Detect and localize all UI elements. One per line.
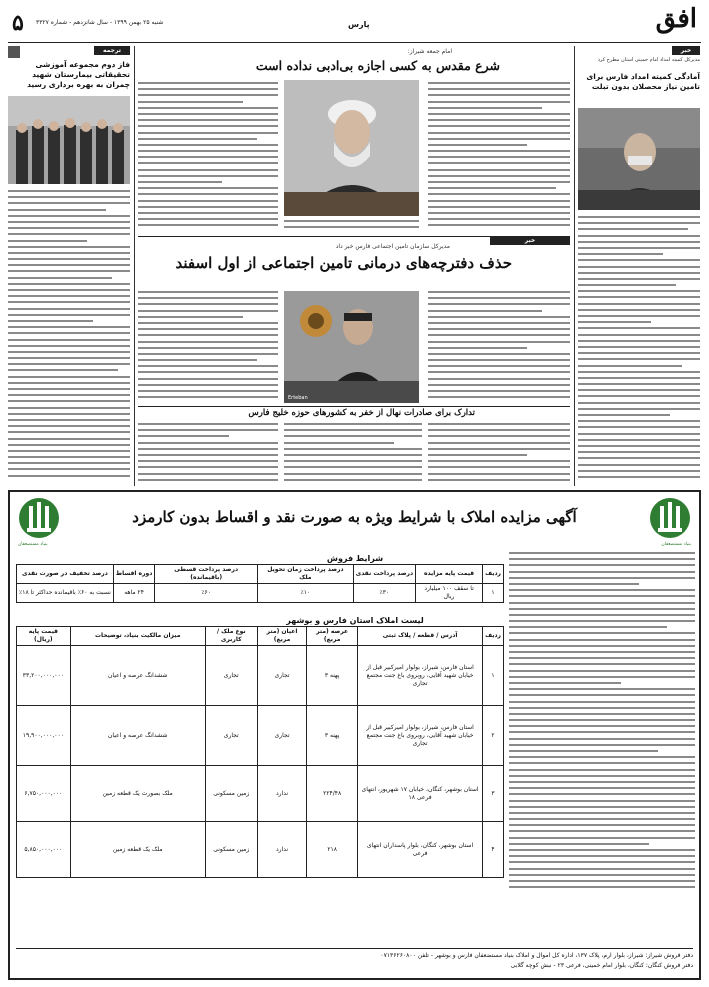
prop-cell: استان بوشهر، کنگان، خیابان ۱۷ شهریور، انتهای فرعی ۱۸	[358, 766, 483, 822]
top-story-kicker: امام جمعه شیراز:	[407, 48, 452, 55]
main-story-headline: حذف دفترچه‌های درمانی تامین اجتماعی از اول اسفند	[175, 254, 512, 272]
prop-cell: ۶,۷۵۰,۰۰۰,۰۰۰	[17, 766, 71, 822]
properties-table	[16, 626, 504, 878]
sale-cell: تا سقف ۱۰۰ میلیارد ریال	[416, 584, 483, 603]
top-story-col-right	[428, 82, 570, 232]
left-column-tag: ترجمه	[94, 46, 130, 55]
foundation-logo-left-icon	[16, 496, 62, 546]
sale-cell: ٪۶۰	[155, 584, 258, 603]
prop-cell: ۳۳,۲۰۰,۰۰۰,۰۰۰	[17, 646, 71, 706]
prop-cell: استان فارس، شیراز، بولوار امیرکبیر قبل از خیابان شهید آقایی، روبروی باغ جنت مجتمع تجاری	[358, 706, 483, 766]
property-row	[17, 646, 504, 706]
prop-cell: ۲۱۸	[307, 822, 358, 878]
column-rule-right	[574, 46, 575, 486]
sale-header-cell: درصد پرداخت نقدی	[353, 565, 415, 584]
prop-cell: پهنه ۳	[307, 646, 358, 706]
prop-cell: استان فارس، شیراز، بولوار امیرکبیر قبل از خیابان شهید آقایی، روبروی باغ جنت مجتمع تجاری	[358, 646, 483, 706]
prop-cell: ششدانگ عرصه و اعیان	[70, 706, 205, 766]
prop-cell: ۱	[483, 646, 504, 706]
left-column-body	[8, 190, 130, 484]
prop-cell: ملک یک قطعه زمین	[70, 822, 205, 878]
props-header-cell: اعیان (متر مربع)	[257, 627, 306, 646]
sale-header-cell: درصد پرداخت زمان تحویل ملک	[258, 565, 354, 584]
official-image	[284, 291, 419, 403]
props-header-cell: نوع ملک / کاربری	[205, 627, 257, 646]
sale-cell: ۱	[483, 584, 504, 603]
properties-title: لیست املاک استان فارس و بوشهر	[286, 616, 424, 625]
official-photo	[284, 291, 419, 403]
prop-cell: ۳	[483, 766, 504, 822]
main-story-kicker: مدیرکل سازمان تامین اجتماعی فارس خبر داد	[335, 243, 450, 250]
prop-cell: پهنه ۳	[307, 706, 358, 766]
ad-footer-kangan: دفتر فروش کنگان: کنگان، بلوار امام خمینی، فرعی ۲۳ - نبش کوچه گلابی	[510, 962, 693, 969]
props-header-cell: میزان مالکیت بنیاد، توضیحات	[70, 627, 205, 646]
logo-stamp	[8, 46, 20, 58]
main-story-tag: خبر	[490, 236, 570, 245]
top-story-headline: شرع مقدس به کسی اجازه بی‌ادبی نداده است	[255, 58, 500, 73]
sub-story-col-1	[428, 423, 570, 487]
property-row	[17, 822, 504, 878]
section-name: پارس	[348, 20, 370, 29]
prop-cell: ۵,۸۵۰,۰۰۰,۰۰۰	[17, 822, 71, 878]
top-story	[138, 46, 570, 234]
prop-cell: ندارد	[257, 766, 306, 822]
property-row	[17, 706, 504, 766]
prop-cell: ندارد	[257, 822, 306, 878]
hospital-ceremony-photo	[8, 96, 130, 184]
prop-cell: ۱۹,۹۰۰,۰۰۰,۰۰۰	[17, 706, 71, 766]
ad-title: آگهی مزایده املاک با شرایط ویژه به صورت نقد و اقساط بدون کارمزد	[132, 508, 577, 526]
hospital-ceremony-image	[8, 96, 130, 184]
sub-story-col-3	[138, 423, 278, 487]
sale-header-cell: درصد تخفیف در صورت نقدی	[17, 565, 114, 584]
prop-cell: زمین مسکونی	[205, 822, 257, 878]
top-story-col-left	[138, 82, 278, 232]
prop-cell: ملک بصورت یک قطعه زمین	[70, 766, 205, 822]
sale-terms-header-row	[17, 565, 504, 584]
top-story-under-photo	[284, 220, 419, 234]
left-column	[8, 46, 130, 486]
right-column-body	[578, 216, 700, 484]
auction-ad	[8, 490, 701, 980]
sale-header-cell: دوره اقساط	[113, 565, 154, 584]
sale-terms-table	[16, 564, 504, 603]
right-column	[578, 46, 700, 486]
properties-header-row	[17, 627, 504, 646]
props-header-cell: آدرس / قطعه / پلاک ثبتی	[358, 627, 483, 646]
masthead-logo: افق	[655, 4, 697, 34]
column-rule-left	[134, 46, 135, 486]
photo-caption: Erteban	[288, 395, 308, 401]
main-story-col-right	[428, 291, 570, 403]
props-header-cell: عرصه (متر مربع)	[307, 627, 358, 646]
props-header-cell: قیمت پایه (ریال)	[17, 627, 71, 646]
prop-cell: ششدانگ عرصه و اعیان	[70, 646, 205, 706]
ad-footer-shiraz: دفتر فروش شیراز: شیراز، بلوار ارم، پلاک ۱۳۷، اداره کل اموال و املاک بنیاد مستضعفان فارس و بوشهر - تلفن ۰۷۱۳۶۲۶۰۸۰۰	[16, 948, 693, 959]
sale-header-cell: ردیف	[483, 565, 504, 584]
prop-cell: ۲۲۴/۴۸	[307, 766, 358, 822]
sale-cell: ٪۱۰	[258, 584, 354, 603]
cleric-photo	[284, 80, 419, 216]
left-column-headline: فاز دوم مجموعه آموزشی تحقیقاتی بیمارستان شهید چمران به بهره برداری رسید	[27, 60, 130, 89]
page-number: ۵	[12, 10, 24, 36]
property-row	[17, 766, 504, 822]
main-story-col-left	[138, 291, 278, 403]
foundation-logo-right-icon	[647, 496, 693, 546]
sale-cell: نسبت به ۶۰٪ باقیمانده حداکثر تا ۱۸٪	[17, 584, 114, 603]
sub-story-headline: تدارک برای صادرات نهال از خفر به کشورهای حوزه خلیج فارس	[248, 408, 475, 418]
sale-terms-row	[17, 584, 504, 603]
foundation-emblem-left	[16, 496, 62, 546]
issue-info: شنبه ۲۵ بهمن ۱۳۹۹ - سال شانزدهم - شماره ۳۳۲۷	[36, 19, 164, 26]
prop-cell: تجاری	[257, 646, 306, 706]
sale-header-cell: درصد پرداخت قسطی (باقیمانده)	[155, 565, 258, 584]
sub-story-col-2	[284, 423, 422, 487]
director-photo	[578, 108, 700, 210]
ad-body-text	[509, 552, 695, 910]
masthead	[8, 6, 701, 43]
props-header-cell: ردیف	[483, 627, 504, 646]
prop-cell: تجاری	[205, 646, 257, 706]
ngo-label-right: بنیاد مستضعفان	[661, 542, 691, 547]
director-photo-image	[578, 108, 700, 210]
prop-cell: زمین مسکونی	[205, 766, 257, 822]
prop-cell: تجاری	[257, 706, 306, 766]
main-story	[138, 236, 570, 407]
cleric-image	[284, 80, 419, 216]
prop-cell: استان بوشهر، کنگان، بلوار پاسداران انتهای فرعی	[358, 822, 483, 878]
sale-header-cell: قیمت پایه مزایده	[416, 565, 483, 584]
prop-cell: تجاری	[205, 706, 257, 766]
foundation-emblem-right	[647, 496, 693, 546]
right-column-tag: خبر	[672, 46, 700, 55]
sale-cell: ۲۴ ماهه	[113, 584, 154, 603]
right-column-kicker: مدیرکل کمیته امداد امام خمینی استان مطرح کرد	[597, 57, 700, 63]
prop-cell: ۴	[483, 822, 504, 878]
right-column-headline: آمادگی کمیته امداد فارس برای تامین نیاز محصلان بدون تبلت	[586, 72, 700, 91]
prop-cell: ۲	[483, 706, 504, 766]
sale-cell: ٪۳۰	[353, 584, 415, 603]
ngo-label-left: بنیاد مستضعفان	[18, 542, 48, 547]
sub-story	[138, 406, 570, 487]
sale-terms-title: شرایط فروش	[326, 554, 384, 563]
